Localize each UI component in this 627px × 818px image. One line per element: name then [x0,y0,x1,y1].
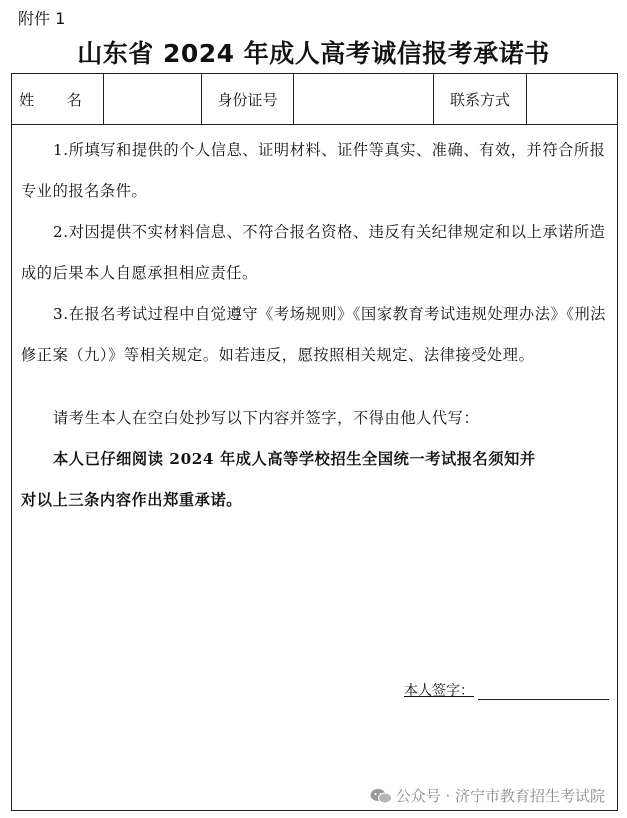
document-title: 山东省 2024 年成人高考诚信报考承诺书 [77,39,550,68]
contact-field[interactable] [527,74,619,124]
copy-instruction: 请考生本人在空白处抄写以下内容并签字，不得由他人代写： [53,409,480,427]
name-field[interactable] [104,74,202,124]
pledge-body [21,130,611,521]
statement-line-2: 对以上三条内容作出郑重承诺。 [21,491,243,509]
statement-line-1: 本人已仔细阅读 2024 年成人高等学校招生全国统一考试报名须知并 [53,450,536,468]
name-label: 姓 名 [12,74,104,124]
signature-line[interactable] [478,699,609,700]
id-number-field[interactable] [294,74,434,124]
attachment-label: 附件 1 [18,9,66,28]
signature-label: 本人签字： [404,683,474,699]
id-number-label: 身份证号 [202,74,294,124]
pledge-item-2: 2.对因提供不实材料信息、不符合报名资格、违反有关纪律规定和以上承诺所造成的后果本人自愿承担相应责任。 [21,223,606,282]
watermark [370,785,605,806]
contact-label: 联系方式 [434,74,527,124]
info-row [12,74,617,125]
pledge-item-3: 3.在报名考试过程中自觉遵守《考场规则》《国家教育考试违规处理办法》《刑法修正案（九）》等相关规定。如若违反，愿按照相关规定、法律接受处理。 [21,305,607,364]
pledge-item-1: 1.所填写和提供的个人信息、证明材料、证件等真实、准确、有效，并符合所报专业的报名条件。 [21,141,606,200]
wechat-icon [370,788,392,804]
watermark-text: 公众号 · 济宁市教育招生考试院 [395,787,605,805]
pledge-form [11,73,618,811]
